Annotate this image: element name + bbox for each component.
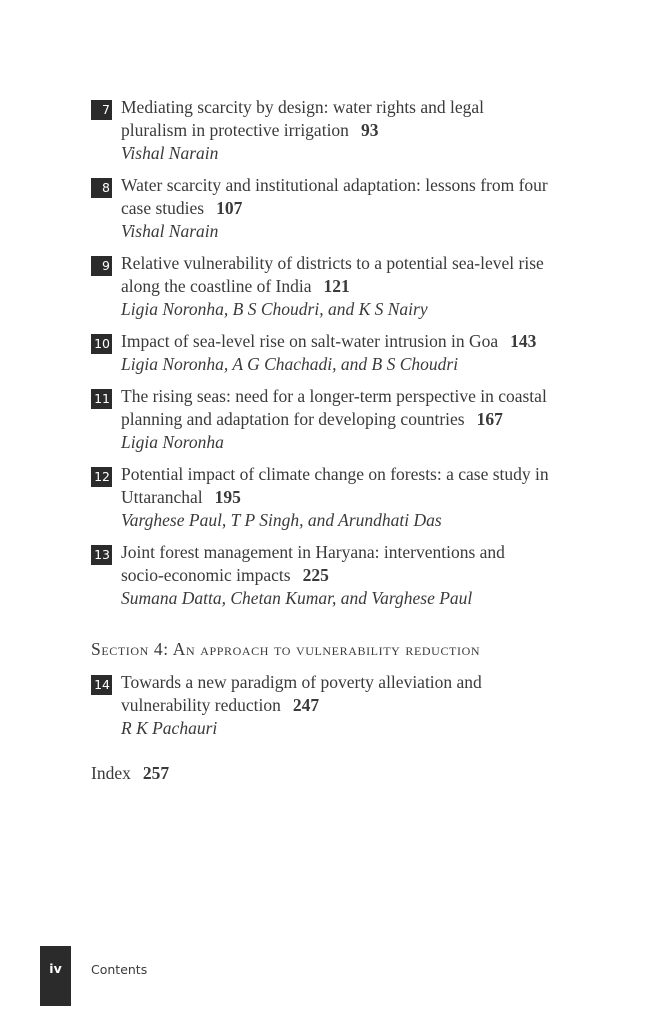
- chapter-number-badge: 14: [91, 675, 112, 695]
- toc-entry-chapter-12: [91, 463, 551, 532]
- chapter-authors: Vishal Narain: [121, 143, 219, 163]
- page-number: 247: [292, 695, 320, 715]
- toc-entry-chapter-14: [91, 671, 551, 740]
- chapter-number-badge: 9: [91, 256, 112, 276]
- chapter-authors: Vishal Narain: [121, 221, 219, 241]
- chapter-title: Potential impact of climate change on forests: a case study in Uttaranchal: [121, 464, 549, 507]
- chapter-number-badge: 7: [91, 100, 112, 120]
- chapter-title: The rising seas: need for a longer-term perspective in coastal planning and adaptation for developing countries: [121, 386, 547, 429]
- chapter-title: Towards a new paradigm of poverty alleviation and vulnerability reduction: [121, 672, 482, 715]
- toc-entry-chapter-10: [91, 330, 551, 376]
- chapter-authors: Varghese Paul, T P Singh, and Arundhati Das: [121, 510, 442, 530]
- chapter-title: Relative vulnerability of districts to a potential sea-level rise along the coastline of India: [121, 253, 544, 296]
- chapter-authors: Ligia Noronha, A G Chachadi, and B S Choudri: [121, 354, 459, 374]
- page-number: 257: [142, 763, 170, 783]
- page-number: 225: [302, 565, 329, 585]
- page-number: 167: [476, 409, 503, 429]
- chapter-title: Mediating scarcity by design: water rights and legal pluralism in protective irrigation: [121, 97, 485, 140]
- chapter-title: Water scarcity and institutional adaptation: lessons from four case studies: [121, 175, 548, 218]
- table-of-contents: [91, 96, 551, 785]
- section-heading: Section 4: An approach to vulnerability reduction: [91, 639, 481, 659]
- chapter-authors: Ligia Noronha, B S Choudri, and K S Nairy: [121, 299, 428, 319]
- toc-entry-chapter-13: [91, 541, 551, 610]
- chapter-number-badge: 13: [91, 545, 112, 565]
- page-number: 143: [510, 331, 537, 351]
- toc-entry-index: [91, 762, 551, 785]
- chapter-title: Impact of sea-level rise on salt-water intrusion in Goa: [121, 331, 499, 351]
- chapter-number-badge: 10: [91, 334, 112, 354]
- folio-tab: [40, 946, 71, 1006]
- page-number: 107: [216, 198, 243, 218]
- index-label: Index: [91, 763, 131, 783]
- chapter-number-badge: 11: [91, 389, 112, 409]
- chapter-title: Joint forest management in Haryana: interventions and socio-economic impacts: [121, 542, 505, 585]
- toc-entry-chapter-7: [91, 96, 551, 165]
- page-number: 121: [323, 276, 350, 296]
- chapter-number-badge: 8: [91, 178, 112, 198]
- running-footer-label: Contents: [91, 962, 148, 977]
- folio-page-number: iv: [49, 961, 62, 976]
- toc-entry-chapter-8: [91, 174, 551, 243]
- chapter-authors: R K Pachauri: [121, 718, 218, 738]
- page-number: 93: [360, 120, 379, 140]
- chapter-authors: Sumana Datta, Chetan Kumar, and Varghese Paul: [121, 588, 473, 608]
- chapter-number-badge: 12: [91, 467, 112, 487]
- toc-entry-chapter-11: [91, 385, 551, 454]
- page-number: 195: [214, 487, 241, 507]
- chapter-authors: Ligia Noronha: [121, 432, 224, 452]
- toc-entry-chapter-9: [91, 252, 551, 321]
